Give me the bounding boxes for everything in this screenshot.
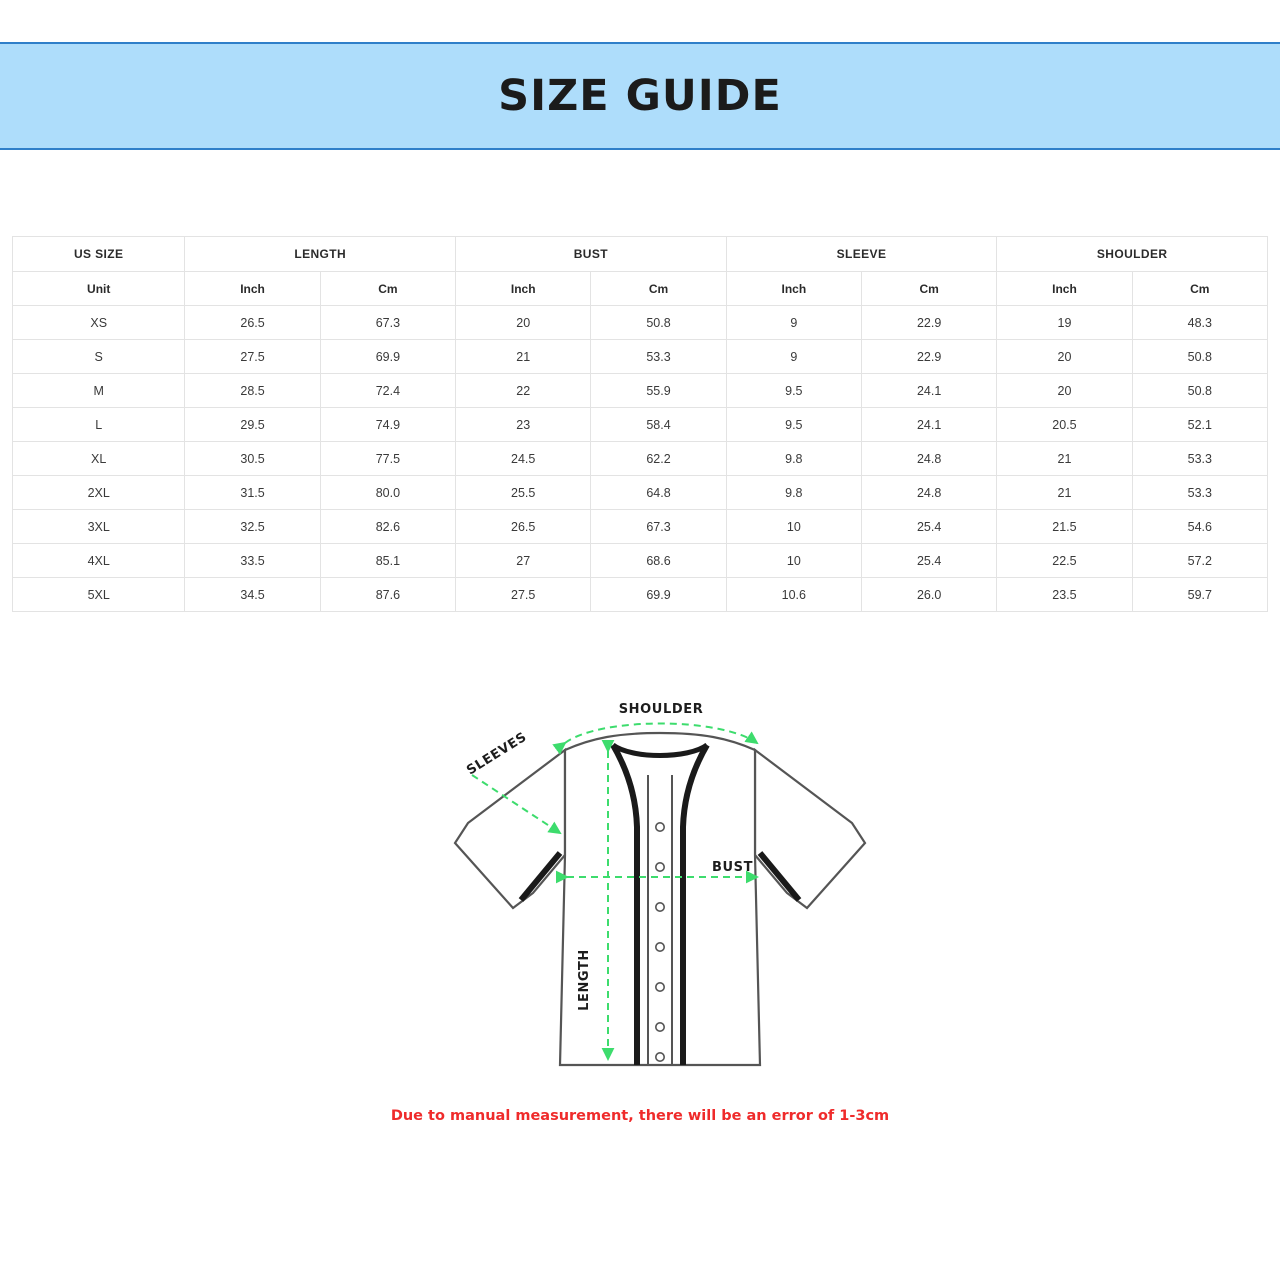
table-row [13, 510, 1268, 544]
cell: 10 [726, 544, 861, 578]
cell: 85.1 [320, 544, 455, 578]
cell: 23 [456, 408, 591, 442]
cell: 50.8 [1132, 340, 1267, 374]
cell: 10 [726, 510, 861, 544]
row-size-label: S [13, 340, 185, 374]
group-header-shoulder: SHOULDER [997, 237, 1268, 272]
table-body [13, 306, 1268, 612]
cell: 52.1 [1132, 408, 1267, 442]
cell: 74.9 [320, 408, 455, 442]
cell: 64.8 [591, 476, 726, 510]
measurement-diagram [0, 655, 1280, 1175]
label-length: LENGTH [577, 949, 592, 1011]
cell: 21 [997, 442, 1132, 476]
cell: 26.5 [185, 306, 320, 340]
unit-header-8: Cm [1132, 272, 1267, 306]
unit-header-0: Unit [13, 272, 185, 306]
row-size-label: 4XL [13, 544, 185, 578]
group-header-us-size: US SIZE [13, 237, 185, 272]
cell: 87.6 [320, 578, 455, 612]
cell: 9.8 [726, 442, 861, 476]
cell: 59.7 [1132, 578, 1267, 612]
table-row [13, 374, 1268, 408]
cell: 25.4 [861, 510, 996, 544]
cell: 20.5 [997, 408, 1132, 442]
cell: 67.3 [320, 306, 455, 340]
group-header-bust: BUST [456, 237, 727, 272]
cell: 34.5 [185, 578, 320, 612]
cell: 31.5 [185, 476, 320, 510]
cell: 32.5 [185, 510, 320, 544]
unit-header-row [13, 272, 1268, 306]
cell: 27 [456, 544, 591, 578]
size-table-container [12, 236, 1268, 612]
cell: 62.2 [591, 442, 726, 476]
cell: 82.6 [320, 510, 455, 544]
label-shoulder: SHOULDER [618, 702, 704, 717]
group-header-row [13, 237, 1268, 272]
cell: 28.5 [185, 374, 320, 408]
cell: 9.5 [726, 408, 861, 442]
cell: 25.4 [861, 544, 996, 578]
cell: 9 [726, 306, 861, 340]
cell: 53.3 [591, 340, 726, 374]
cell: 26.0 [861, 578, 996, 612]
cell: 50.8 [591, 306, 726, 340]
cell: 33.5 [185, 544, 320, 578]
cell: 22.9 [861, 306, 996, 340]
cell: 23.5 [997, 578, 1132, 612]
page-title: SIZE GUIDE [498, 71, 782, 121]
cell: 50.8 [1132, 374, 1267, 408]
table-row [13, 306, 1268, 340]
cell: 27.5 [456, 578, 591, 612]
table-row [13, 578, 1268, 612]
cell: 9.8 [726, 476, 861, 510]
cell: 20 [456, 306, 591, 340]
row-size-label: 5XL [13, 578, 185, 612]
row-size-label: XL [13, 442, 185, 476]
cell: 21.5 [997, 510, 1132, 544]
table-row [13, 340, 1268, 374]
cell: 54.6 [1132, 510, 1267, 544]
unit-header-5: Inch [726, 272, 861, 306]
cell: 58.4 [591, 408, 726, 442]
cell: 9.5 [726, 374, 861, 408]
table-row [13, 476, 1268, 510]
cell: 10.6 [726, 578, 861, 612]
cell: 30.5 [185, 442, 320, 476]
cell: 22 [456, 374, 591, 408]
table-row [13, 544, 1268, 578]
jersey-illustration-icon [455, 733, 865, 1065]
cell: 20 [997, 374, 1132, 408]
cell: 68.6 [591, 544, 726, 578]
cell: 53.3 [1132, 442, 1267, 476]
cell: 57.2 [1132, 544, 1267, 578]
cell: 55.9 [591, 374, 726, 408]
cell: 27.5 [185, 340, 320, 374]
measurement-note: Due to manual measurement, there will be an error of 1-3cm [390, 1108, 890, 1124]
table-row [13, 408, 1268, 442]
cell: 24.1 [861, 374, 996, 408]
cell: 29.5 [185, 408, 320, 442]
cell: 48.3 [1132, 306, 1267, 340]
row-size-label: XS [13, 306, 185, 340]
row-size-label: 3XL [13, 510, 185, 544]
cell: 69.9 [591, 578, 726, 612]
cell: 24.8 [861, 442, 996, 476]
cell: 25.5 [456, 476, 591, 510]
cell: 67.3 [591, 510, 726, 544]
cell: 77.5 [320, 442, 455, 476]
unit-header-2: Cm [320, 272, 455, 306]
row-size-label: 2XL [13, 476, 185, 510]
label-bust: BUST [712, 860, 754, 875]
cell: 72.4 [320, 374, 455, 408]
cell: 21 [997, 476, 1132, 510]
row-size-label: M [13, 374, 185, 408]
unit-header-3: Inch [456, 272, 591, 306]
cell: 20 [997, 340, 1132, 374]
cell: 26.5 [456, 510, 591, 544]
label-sleeves: SLEEVES [464, 729, 530, 779]
group-header-length: LENGTH [185, 237, 456, 272]
unit-header-4: Cm [591, 272, 726, 306]
row-size-label: L [13, 408, 185, 442]
table-row [13, 442, 1268, 476]
cell: 9 [726, 340, 861, 374]
cell: 19 [997, 306, 1132, 340]
group-header-sleeve: SLEEVE [726, 237, 997, 272]
cell: 24.1 [861, 408, 996, 442]
cell: 53.3 [1132, 476, 1267, 510]
unit-header-1: Inch [185, 272, 320, 306]
cell: 69.9 [320, 340, 455, 374]
cell: 24.8 [861, 476, 996, 510]
unit-header-6: Cm [861, 272, 996, 306]
cell: 22.5 [997, 544, 1132, 578]
table-head [13, 237, 1268, 306]
cell: 24.5 [456, 442, 591, 476]
unit-header-7: Inch [997, 272, 1132, 306]
cell: 21 [456, 340, 591, 374]
cell: 80.0 [320, 476, 455, 510]
header-banner [0, 42, 1280, 150]
cell: 22.9 [861, 340, 996, 374]
size-table [12, 236, 1268, 612]
